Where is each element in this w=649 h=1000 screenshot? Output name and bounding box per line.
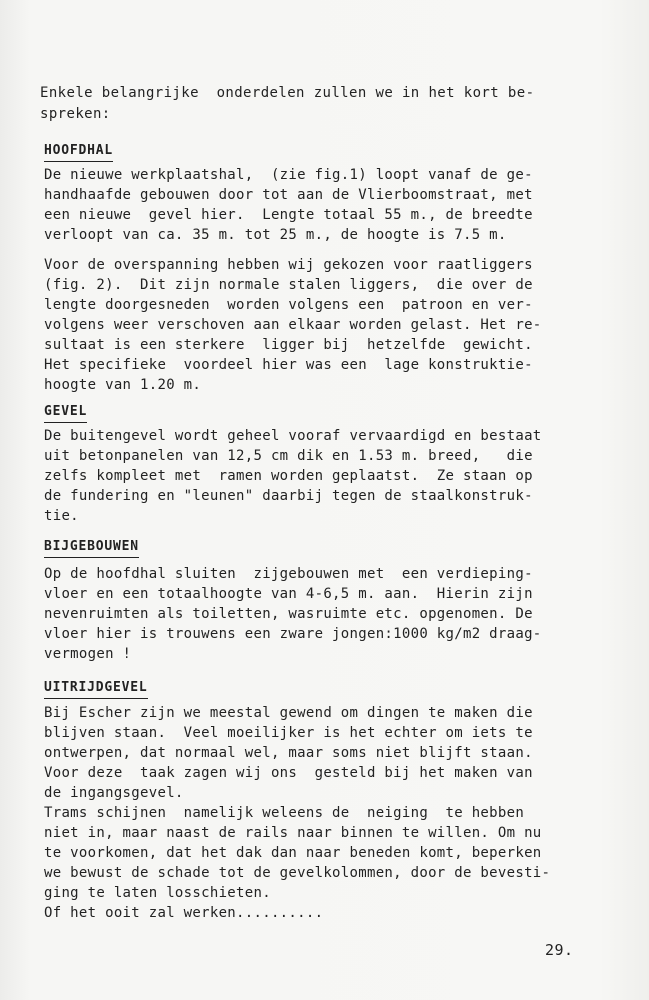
heading-hoofdhal: HOOFDHAL [44, 143, 113, 162]
heading-bijgebouwen: BIJGEBOUWEN [44, 539, 139, 558]
heading-uitrijdgevel: UITRIJDGEVEL [44, 680, 148, 699]
heading-gevel: GEVEL [44, 404, 87, 423]
hoofdhal-paragraph-1: De nieuwe werkplaatshal, (zie fig.1) loopt vanaf de ge- handhaafde gebouwen door tot aan de Vlierboomstraat, met een nieuwe gevel hier. Lengte totaal 55 m., de breedte verloopt van ca. 35 m. tot 25 m., de hoogte is 7.5 m. [44, 167, 533, 243]
bijgebouwen-paragraph: Op de hoofdhal sluiten zijgebouwen met een verdieping- vloer en een totaalhoogte van 4-6,5 m. aan. Hierin zijn nevenruimten als toiletten, wasruimte etc. opgenomen. De vloer hier is trouwens een zware jongen:1000 kg/m2 draag- vermogen ! [44, 566, 542, 662]
uitrijdgevel-paragraph: Bij Escher zijn we meestal gewend om dingen te maken die blijven staan. Veel moeilijker is het echter om iets te ontwerpen, dat normaal wel, maar soms niet blijft staan. Voor deze taak zagen wij ons gesteld bij het maken van de ingangsgevel. Trams schijnen namelijk weleens de neiging te hebben niet in, maar naast de rails naar binnen te willen. Om nu te voorkomen, dat het dak dan naar beneden komt, beperken we bewust de schade tot de gevelkolommen, door de bevesti- ging te laten losschieten. Of het ooit zal werken.......... [44, 705, 551, 921]
gevel-paragraph: De buitengevel wordt geheel vooraf vervaardigd en bestaat uit betonpanelen van 12,5 cm dik en 1.53 m. breed, die zelfs kompleet met ramen worden geplaatst. Ze staan op de fundering en "leunen" daarbij tegen de staalkonstruk- tie. [44, 428, 542, 524]
intro-paragraph: Enkele belangrijke onderdelen zullen we in het kort be- spreken: [40, 85, 535, 122]
hoofdhal-paragraph-2: Voor de overspanning hebben wij gekozen voor raatliggers (fig. 2). Dit zijn normale stalen liggers, die over de lengte doorgesneden worden volgens een patroon en ver- volgens weer verschoven aan elkaar worden gelast. Het re- sultaat is een sterkere ligger bij hetzelfde gewicht. Het specifieke voordeel hier was een lage konstruktie- hoogte van 1.20 m. [44, 257, 542, 393]
page-number: 29. [545, 941, 574, 959]
